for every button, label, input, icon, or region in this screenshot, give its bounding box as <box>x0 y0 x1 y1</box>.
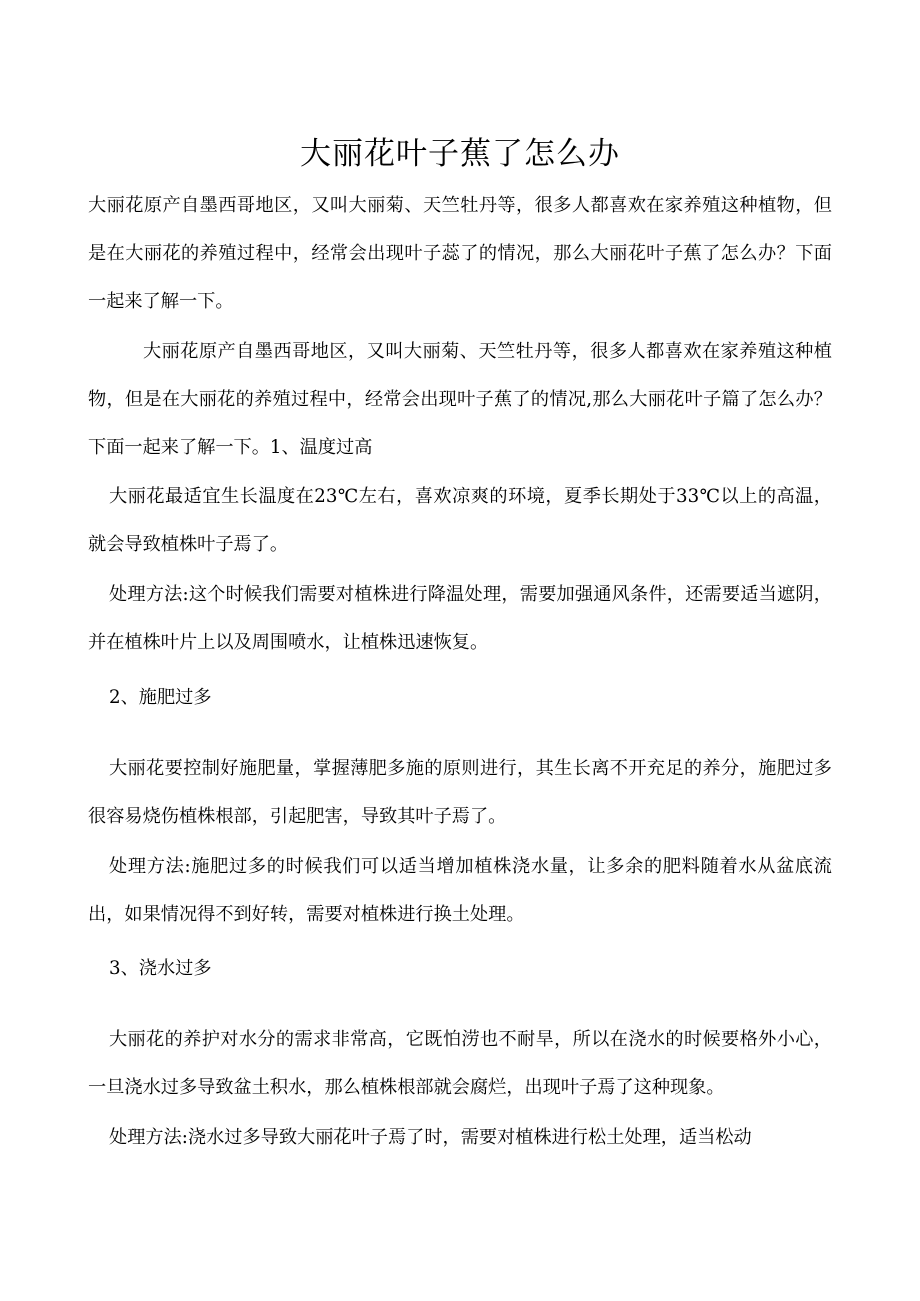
paragraph-fertilizer-cause: 大丽花要控制好施肥量，掌握薄肥多施的原则进行，其生长离不开充足的养分，施肥过多很容易烧伤植株根部，引起肥害，导致其叶子焉了。 <box>88 758 832 827</box>
paragraph-temperature-cause: 大丽花最适宜生长温度在23℃左右，喜欢凉爽的环境，夏季长期处于33℃以上的高温，就会导致植株叶子焉了。 <box>88 486 832 555</box>
section-heading-fertilizer: 2、施肥过多 <box>109 687 212 708</box>
paragraph-watering-cause: 大丽花的养护对水分的需求非常高，它既怕涝也不耐旱，所以在浇水的时候要格外小心，一旦浇水过多导致盆土积水，那么植株根部就会腐烂，出现叶子焉了这种现象。 <box>88 1029 832 1098</box>
paragraph-watering-fix: 处理方法:浇水过多导致大丽花叶子焉了时，需要对植株进行松土处理，适当松动 <box>109 1127 752 1148</box>
document-title: 大丽花叶子蕉了怎么办 <box>300 136 620 172</box>
paragraph-intro-repeat: 大丽花原产自墨西哥地区，又叫大丽菊、天竺牡丹等，很多人都喜欢在家养殖这种植物，但是在大丽花的养殖过程中，经常会出现叶子蕉了的情况,那么大丽花叶子篇了怎么办？下面一起来了解一下。1、温度过高 <box>88 341 832 458</box>
paragraph-intro: 大丽花原产自墨西哥地区，又叫大丽菊、天竺牡丹等，很多人都喜欢在家养殖这种植物，但是在大丽花的养殖过程中，经常会出现叶子蕊了的情况，那么大丽花叶子蕉了怎么办？下面一起来了解一下。 <box>88 195 832 312</box>
paragraph-temperature-fix: 处理方法:这个时候我们需要对植株进行降温处理，需要加强通风条件，还需要适当遮阴，并在植株叶片上以及周围喷水，让植株迅速恢复。 <box>88 584 832 653</box>
section-heading-watering: 3、浇水过多 <box>109 958 212 979</box>
paragraph-fertilizer-fix: 处理方法:施肥过多的时候我们可以适当增加植株浇水量，让多余的肥料随着水从盆底流出，如果情况得不到好转，需要对植株进行换土处理。 <box>88 856 832 925</box>
